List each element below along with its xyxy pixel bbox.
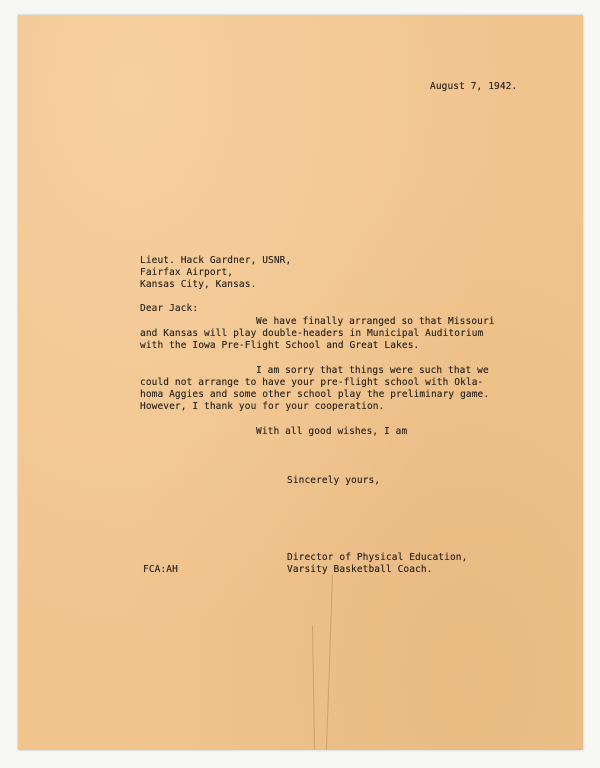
letter-page — [18, 15, 583, 750]
paragraph-2-line: homa Aggies and some other school play the preliminary game. — [140, 389, 490, 400]
paragraph-1-line: and Kansas will play double-headers in Municipal Auditorium — [140, 328, 484, 339]
complimentary-close: Sincerely yours, — [287, 475, 381, 486]
signature-title: Director of Physical Education, — [287, 552, 468, 563]
recipient-address-line: Fairfax Airport, — [140, 267, 234, 278]
paragraph-2-line: I am sorry that things were such that we — [256, 365, 489, 376]
salutation: Dear Jack: — [140, 303, 199, 314]
paragraph-2-line: However, I thank you for your cooperation. — [140, 401, 385, 412]
paragraph-1-line: We have finally arranged so that Missouri — [256, 316, 495, 327]
letter-date: August 7, 1942. — [430, 81, 518, 92]
paragraph-2-line: could not arrange to have your pre-flight school with Okla- — [140, 377, 484, 388]
paper-crease — [312, 625, 315, 750]
reference-initials: FCA:AH — [143, 564, 178, 575]
paragraph-1-line: with the Iowa Pre-Flight School and Great Lakes. — [140, 340, 420, 351]
closing-wishes: With all good wishes, I am — [256, 426, 408, 437]
signature-title: Varsity Basketball Coach. — [287, 564, 433, 575]
recipient-name: Lieut. Hack Gardner, USNR, — [140, 255, 292, 266]
recipient-city: Kansas City, Kansas. — [140, 279, 257, 290]
paper-crease — [326, 575, 333, 750]
